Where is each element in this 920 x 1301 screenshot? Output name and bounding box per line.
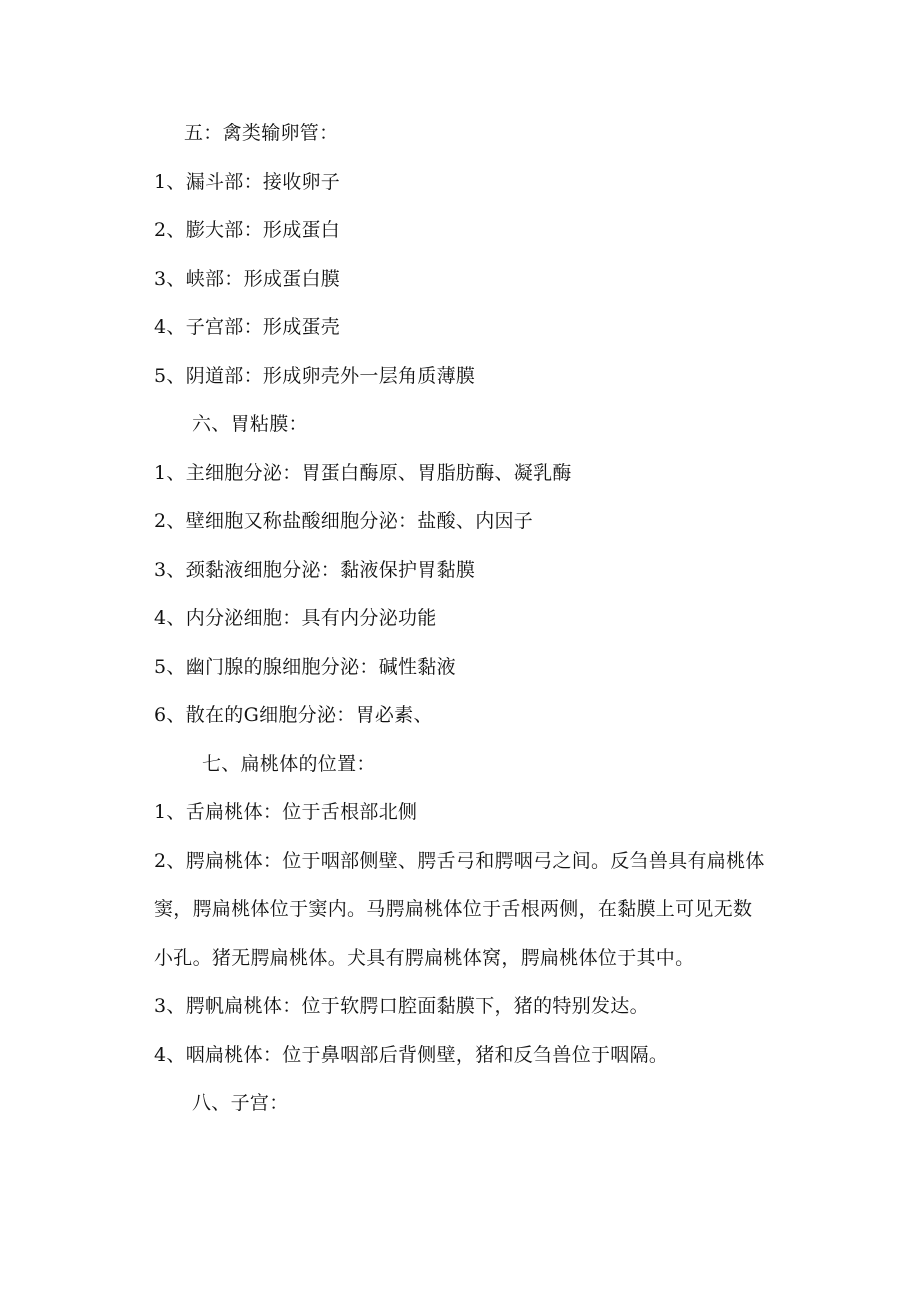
- list-item: 2、膨大部：形成蛋白: [154, 219, 341, 241]
- list-item: 1、漏斗部：接收卵子: [154, 171, 341, 193]
- list-item: 2、壁细胞又称盐酸细胞分泌：盐酸、内因子: [154, 510, 534, 532]
- section-heading-7: 七、扁桃体的位置：: [202, 753, 376, 775]
- list-item: 6、散在的G细胞分泌：胃必素、: [154, 704, 433, 726]
- list-item: 4、内分泌细胞：具有内分泌功能: [154, 607, 437, 629]
- list-item: 1、舌扁桃体：位于舌根部北侧: [154, 801, 418, 823]
- list-item: 1、主细胞分泌：胃蛋白酶原、胃脂肪酶、凝乳酶: [154, 462, 572, 484]
- list-item: 2、腭扁桃体：位于咽部侧壁、腭舌弓和腭咽弓之间。反刍兽具有扁桃体: [154, 850, 765, 872]
- list-item: 4、子宫部：形成蛋壳: [154, 316, 341, 338]
- list-item: 5、阴道部：形成卵壳外一层角质薄膜: [154, 365, 476, 387]
- list-item: 3、峡部：形成蛋白膜: [154, 268, 341, 290]
- section-heading-5: 五：禽类输卵管：: [184, 122, 339, 144]
- list-item-continuation: 窦，腭扁桃体位于窦内。马腭扁桃体位于舌根两侧，在黏膜上可见无数: [154, 898, 753, 920]
- list-item: 3、颈黏液细胞分泌：黏液保护胃黏膜: [154, 559, 476, 581]
- list-item: 5、幽门腺的腺细胞分泌：碱性黏液: [154, 656, 456, 678]
- list-item: 4、咽扁桃体：位于鼻咽部后背侧壁，猪和反刍兽位于咽隔。: [154, 1044, 669, 1066]
- list-item: 3、腭帆扁桃体：位于软腭口腔面黏膜下，猪的特别发达。: [154, 995, 649, 1017]
- list-item-continuation: 小孔。猪无腭扁桃体。犬具有腭扁桃体窝，腭扁桃体位于其中。: [154, 947, 695, 969]
- section-heading-8: 八、子宫：: [192, 1092, 289, 1114]
- section-heading-6: 六、胃粘膜：: [192, 413, 308, 435]
